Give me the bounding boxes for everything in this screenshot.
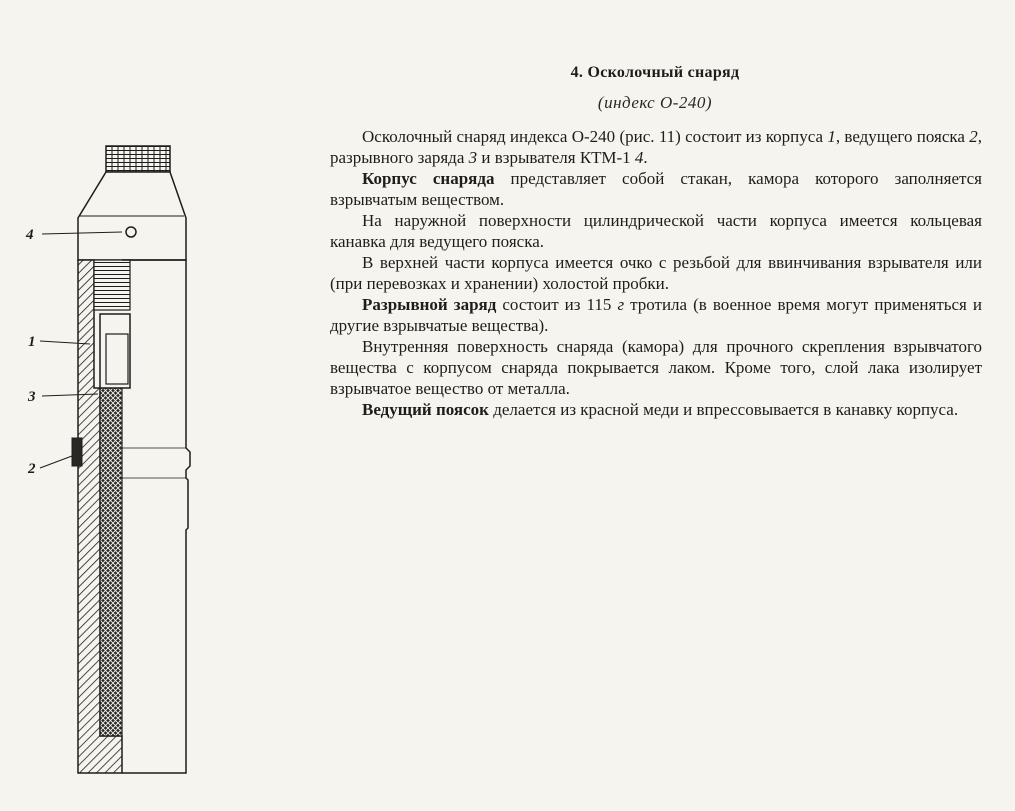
paragraph-run: 1 [827,127,836,146]
paragraph-run: представляет собой стакан, камора которого заполняется взрывчатым веществом. [330,169,982,209]
paragraph-4 [330,252,982,294]
paragraph-5 [330,294,982,336]
paragraph-2 [330,168,982,210]
thread-seat [94,260,130,310]
callout-3: 3 [28,389,36,405]
paragraph-1 [330,126,982,168]
paragraph-run: 4 [634,148,644,167]
paragraph-run: тротила (в военное время могут применяться и другие взрывчатые вещества). [330,295,982,335]
paragraph-run: Осколочный снаряд индекса О-240 (рис. 11) состоит из корпуса [362,127,828,146]
paragraph-6 [330,336,982,399]
paragraph-run: состоит из 115 [496,295,618,314]
paragraph-run: г [617,295,625,314]
paragraph-run: Корпус снаряда [362,169,495,188]
callout-2-leader [40,456,72,468]
paragraph-run: Ведущий поясок [362,400,489,419]
paragraph-run: На наружной поверхности цилиндрической части корпуса имеется кольцевая канавка для ведущего пояска. [330,211,982,251]
explosive-charge [100,388,122,736]
paragraph-run: . [643,148,648,167]
paragraph-run: 3 [468,148,478,167]
section-title: 4. Осколочный снаряд [570,64,740,81]
paragraph-run: В верхней части корпуса имеется очко с резьбой для ввинчивания взрывателя или (при перевозках и хранении) холостой пробки. [330,253,982,293]
body-text [330,126,982,420]
paragraph-run: , разрывного заряда [330,127,982,167]
shell-cross-section-figure [18,138,218,788]
paragraph-run: Внутренняя поверхность снаряда (камора) для прочного скрепления взрывчатого вещества с корпусом снаряда покрывается лаком. Кроме того, слой лака изолирует взрывчатое вещество от металла. [330,337,982,398]
paragraph-run: Разрывной заряд [362,295,497,314]
paragraph-run: , ведущего пояска [835,127,970,146]
callout-4: 4 [26,227,34,243]
paragraph-7 [330,399,982,420]
paragraph-run: делается из красной меди и впрессовывается в канавку корпуса. [488,400,959,419]
callout-1: 1 [28,334,36,350]
fuze-cap [106,146,170,172]
callout-2: 2 [28,461,36,477]
paragraph-run: и взрывателя КТМ-1 [477,148,635,167]
paragraph-run: 2 [969,127,978,146]
driving-band [72,438,82,466]
shell-body-outline [122,260,190,773]
section-subtitle: (индекс О-240) [597,93,713,112]
paragraph-3 [330,210,982,252]
